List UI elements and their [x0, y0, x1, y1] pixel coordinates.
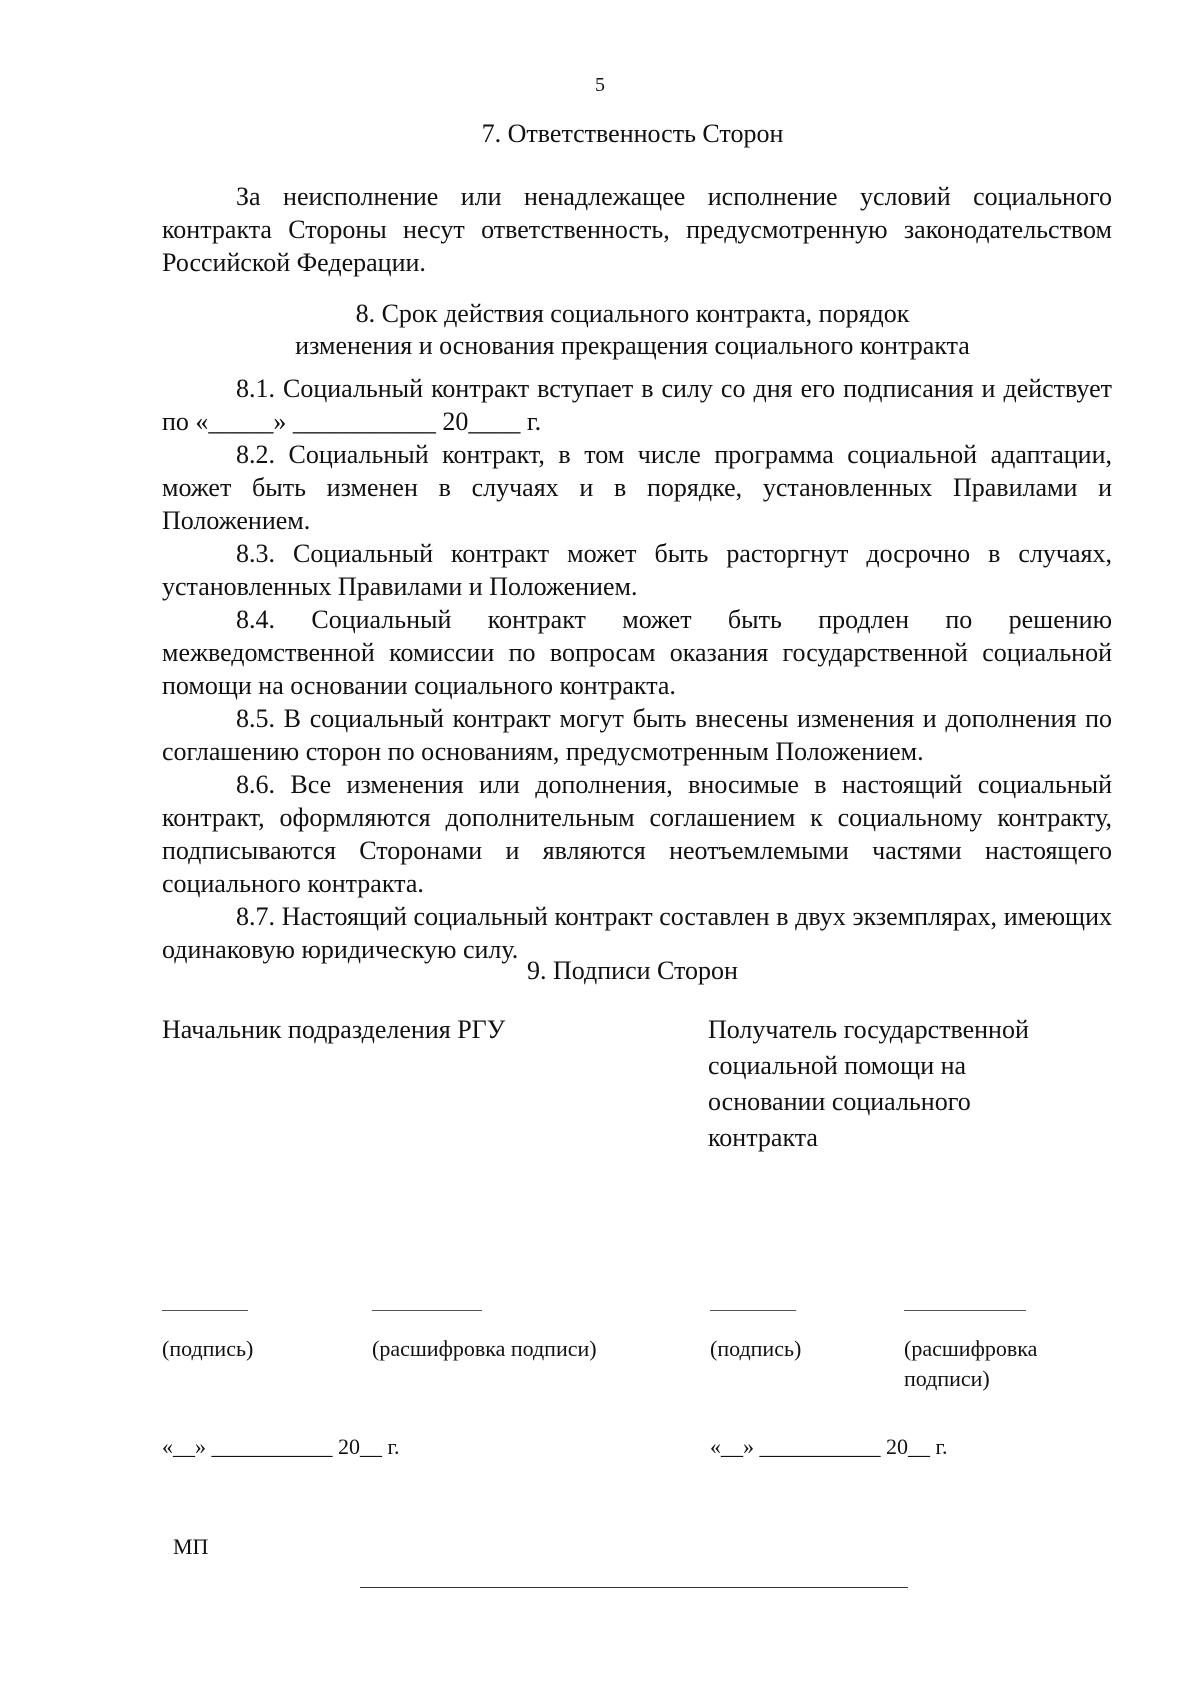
section-8-title-line-1: 8. Срок действия социального контракта, порядок: [355, 299, 910, 328]
right-party-line-3: основании социального: [708, 1087, 971, 1116]
right-party-line-4: контракта: [708, 1123, 818, 1152]
clause-8-6: 8.6. Все изменения или дополнения, вносимые в настоящий социальный контракт, оформляются дополнительным соглашением к социальному контракту, подписываются Сторонами и являются неотъемлемыми частями настоящего социального контракта.: [162, 770, 1112, 898]
section-8-title-line-2: изменения и основания прекращения социального контракта: [295, 331, 970, 360]
section-7-paragraph: За неисполнение или ненадлежащее исполнение условий социального контракта Стороны несут ответственность, предусмотренную законодательством Российской Федерации.: [162, 182, 1112, 277]
section-9-title: 9. Подписи Сторон: [527, 956, 738, 985]
right-decoding-line: [904, 1310, 1026, 1311]
left-decoding-caption: (расшифровка подписи): [372, 1336, 597, 1361]
clause-8-4: 8.4. Социальный контракт может быть продлен по решению межведомственной комиссии по вопросам оказания государственной социальной помощи на основании социального контракта.: [162, 605, 1112, 700]
right-decoding-caption-line-1: (расшифровка: [904, 1336, 1038, 1361]
section-8-body: [162, 372, 1112, 966]
left-date: «__» ___________ 20__ г.: [162, 1434, 400, 1459]
right-decoding-caption-line-2: подписи): [904, 1366, 990, 1391]
right-signature-caption: (подпись): [710, 1336, 802, 1361]
right-decoding-caption: [904, 1334, 1037, 1394]
left-signature-line: [162, 1310, 248, 1311]
clause-8-3: 8.3. Социальный контракт может быть расторгнут досрочно в случаях, установленных Правилами и Положением.: [162, 539, 1112, 601]
clause-8-5: 8.5. В социальный контракт могут быть внесены изменения и дополнения по соглашению сторон по основаниям, предусмотренным Положением.: [162, 704, 1112, 766]
right-date: «__» ___________ 20__ г.: [710, 1434, 948, 1459]
right-signature-line: [710, 1310, 796, 1311]
stamp-label: МП: [173, 1534, 209, 1559]
left-party-title: Начальник подразделения РГУ: [162, 1015, 506, 1044]
clause-8-2: 8.2. Социальный контракт, в том числе программа социальной адаптации, может быть изменен в случаях и в порядке, установленных Правилами и Положением.: [162, 440, 1112, 535]
left-signature-caption: (подпись): [162, 1336, 254, 1361]
clause-8-7: 8.7. Настоящий социальный контракт составлен в двух экземплярах, имеющих одинаковую юридическую силу.: [162, 902, 1112, 964]
left-decoding-line: [372, 1310, 482, 1311]
right-party-title: [708, 1012, 1128, 1156]
section-7-title: 7. Ответственность Сторон: [481, 119, 784, 148]
clause-8-1: 8.1. Социальный контракт вступает в силу со дня его подписания и действует по «_____» ___________ 20____ г.: [162, 374, 1112, 436]
right-party-line-2: социальной помощи на: [708, 1051, 967, 1080]
closing-rule: [360, 1587, 908, 1588]
section-7-body: [162, 180, 1112, 279]
page-number: 5: [595, 74, 605, 96]
right-party-line-1: Получатель государственной: [708, 1015, 1029, 1044]
